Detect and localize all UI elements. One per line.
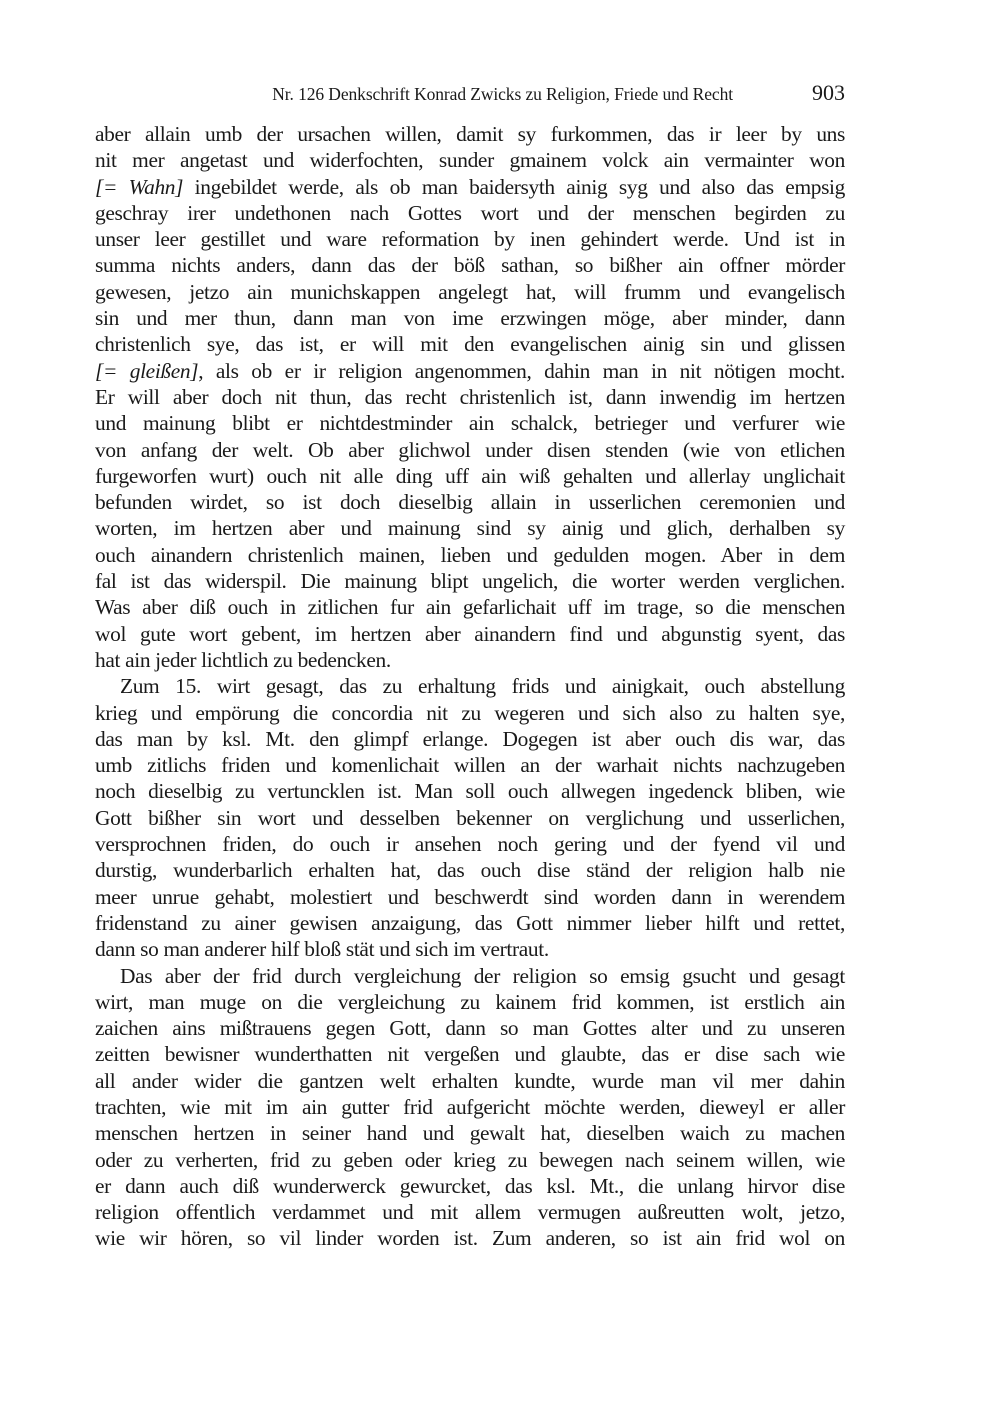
text-line [95,936,845,962]
text-line [95,121,845,147]
text-segment: ouch ainandern christenlich mainen, lieben und gedulden mogen. Aber in dem [95,542,845,567]
text-line [95,1041,845,1067]
text-line-content [95,410,845,436]
text-line [95,726,845,752]
text-line-content [95,778,845,804]
text-line [95,700,845,726]
text-line-content [95,174,845,200]
text-line [95,805,845,831]
text-line [95,752,845,778]
text-segment: wol gute wort gebent, im hertzen aber ainandern find und abgunstig syent, das [95,621,845,646]
text-line-content [95,331,845,357]
text-segment: Zum 15. wirt gesagt, das zu erhaltung frids und ainigkait, ouch abstellung [120,674,845,699]
text-segment: fal ist das widerspil. Die mainung blipt ungelich, die worter werden verglichen. [95,569,845,594]
text-line-content [95,700,845,726]
text-line-content [95,226,845,252]
text-segment: ingebildet werde, als ob man baidersyth ainig syg und also das empsig [183,174,845,199]
text-line [95,279,845,305]
text-segment: unser leer gestillet und ware reformation by inen gehindert werde. Und ist in [95,227,845,252]
text-line-content [95,252,845,278]
text-line [95,857,845,883]
text-segment: wirt, man muge on die vergleichung zu kainem frid kommen, ist erstlich ain [95,989,845,1014]
text-line [95,463,845,489]
text-line [95,884,845,910]
text-line-content [95,936,845,962]
text-segment: furgeworfen wurt) ouch nit alle ding uff ain wiß gehalten und allerlay unglichait [95,463,845,488]
text-segment: das man by ksl. Mt. den glimpf erlange. Dogegen ist aber ouch dis war, das [95,726,845,751]
text-segment: gewesen, jetzo ain munichskappen angelegt hat, will frumm und evangelisch [95,279,845,304]
text-line-content [95,884,845,910]
text-segment: durstig, wunderbarlich erhalten hat, das ouch dise ständ der religion halb nie [95,858,845,883]
text-segment: krieg und empörung die concordia nit zu wegeren und sich also zu halten sye, [95,700,845,725]
text-line [95,1120,845,1146]
text-segment: von anfang der welt. Ob aber glichwol under disen stenden (wie von etlichen [95,437,845,462]
text-segment: und mainung blibt er nichtdestminder ain schalck, betrieger und verfurer wie [95,411,845,436]
text-line-content [95,805,845,831]
text-segment: hat ain jeder lichtlich zu bedencken. [95,647,391,672]
text-line [95,174,845,200]
text-segment: nit mer angetast und widerfochten, sunder gmainem volck ain vermainter won [95,148,845,173]
text-segment: christenlich sye, das ist, er will mit den evangelischen ainig sin und glissen [95,332,845,357]
text-segment: zaichen ains mißtrauens gegen Gott, dann so man Gottes alter und zu unseren [95,1016,845,1041]
text-segment: religion offentlich verdammet und mit allem vermugen außreutten wolt, jetzo, [95,1200,845,1225]
text-line [95,437,845,463]
text-line-content [95,1068,845,1094]
text-line-content [95,121,845,147]
text-line-content [95,1173,845,1199]
text-line-content [95,568,845,594]
text-line [95,252,845,278]
text-line [95,1015,845,1041]
text-line [95,358,845,384]
text-line [95,1068,845,1094]
text-line [95,331,845,357]
text-line-content [95,358,845,384]
text-segment: Gott bißher sin wort und desselben bekenner on verglichung und usserlichen, [95,805,845,830]
text-line-content [95,542,845,568]
text-segment: sin und mer thun, dann man von ime erzwingen möge, aber minder, dann [95,306,845,331]
text-segment: , als ob er ir religion angenommen, dahin man in nit nötigen mocht. [198,358,845,383]
text-segment: Das aber der frid durch vergleichung der religion so emsig gsucht und gesagt [120,963,845,988]
text-line-content [95,1147,845,1173]
editorial-gloss: [= Wahn] [95,174,184,199]
text-line [95,200,845,226]
text-line [95,594,845,620]
text-segment: zeitten bewisner wunderthatten nit vergeßen und glaubte, das er dise sach wie [95,1042,845,1067]
body-text [95,121,845,1252]
running-title: Nr. 126 Denkschrift Konrad Zwicks zu Religion, Friede und Recht [272,84,733,104]
text-line-content [120,963,845,989]
text-line-content [95,752,845,778]
text-line [95,147,845,173]
text-line-content [95,989,845,1015]
text-line [95,989,845,1015]
text-line-content [95,1199,845,1225]
text-line-content [95,279,845,305]
text-segment: trachten, wie mit im ain gutter frid aufgericht möchte werden, dieweyl er aller [95,1094,845,1119]
text-segment: menschen hertzen in seiner hand und gewalt hat, dieselben waich zu machen [95,1121,845,1146]
text-line-content [95,1094,845,1120]
page-number: 903 [812,80,845,105]
text-line [95,1199,845,1225]
text-line [95,1225,845,1251]
text-line [95,647,845,673]
text-line-content [95,621,845,647]
text-line [95,831,845,857]
text-line [95,1173,845,1199]
text-segment: versprochnen friden, do ouch ir ansehen noch gering und der fyend vil und [95,832,845,857]
text-line [95,542,845,568]
text-line [95,910,845,936]
text-line [95,384,845,410]
text-line [95,305,845,331]
text-line-content [95,305,845,331]
text-line [95,778,845,804]
text-line [95,226,845,252]
text-line [95,963,845,989]
text-line-content [95,463,845,489]
text-line-content [95,489,845,515]
text-line-content [95,147,845,173]
text-line-content [95,647,845,673]
text-segment: geschray irer undethonen nach Gottes wort und der menschen begirden zu [95,200,845,225]
text-segment: dann so man anderer hilf bloß stät und sich im vertraut. [95,937,549,962]
text-line [95,673,845,699]
text-line [95,515,845,541]
text-segment: worten, im hertzen aber und mainung sind sy ainig und glich, derhalben sy [95,516,845,541]
text-segment: noch dieselbig zu vertuncklen ist. Man soll ouch allwegen ingedenck bliben, wie [95,779,845,804]
text-segment: oder zu verherten, frid zu geben oder krieg zu bewegen nach seinem willen, wie [95,1147,845,1172]
text-segment: umb zitlichs friden und komenlichait willen an der warhait nichts nachzugeben [95,753,845,778]
text-line [95,621,845,647]
text-segment: meer unrue gehabt, molestiert und beschwerdt sind worden dann in werendem [95,884,845,909]
text-line [95,1094,845,1120]
running-header [95,80,845,108]
text-line-content [95,1015,845,1041]
text-line-content [95,1041,845,1067]
text-segment: fridenstand zu ainer gewisen anzaigung, das Gott nimmer lieber hilft und rettet, [95,910,845,935]
text-segment: Er will aber doch nit thun, das recht christenlich ist, dann inwendig im hertzen [95,384,845,409]
text-segment: summa nichts anders, dann das der böß sathan, so bißher ain offner mörder [95,253,845,278]
text-line-content [95,437,845,463]
text-line-content [95,726,845,752]
text-line-content [95,594,845,620]
text-line-content [95,1225,845,1251]
text-segment: aber allain umb der ursachen willen, damit sy furkommen, das ir leer by uns [95,122,845,146]
text-line-content [95,384,845,410]
text-line-content [95,831,845,857]
text-line [95,489,845,515]
text-line [95,1147,845,1173]
editorial-gloss: [= gleißen] [95,358,199,383]
text-line-content [95,200,845,226]
text-line-content [95,515,845,541]
text-line-content [120,673,845,699]
text-segment: Was aber diß ouch in zitlichen fur ain gefarlichait uff im trage, so die menschen [95,595,845,620]
text-segment: wie wir hören, so vil linder worden ist. Zum anderen, so ist ain frid wol on [95,1226,845,1251]
text-segment: all ander wider die gantzen welt erhalten kundte, wurde man vil mer dahin [95,1068,845,1093]
text-line [95,568,845,594]
text-segment: er dann auch diß wunderwerck gewurcket, das ksl. Mt., die unlang hirvor dise [95,1173,845,1198]
text-line-content [95,910,845,936]
text-segment: befunden wirdet, so ist doch dieselbig allain in usserlichen ceremonien und [95,490,845,515]
text-line-content [95,1120,845,1146]
text-line-content [95,857,845,883]
text-line [95,410,845,436]
